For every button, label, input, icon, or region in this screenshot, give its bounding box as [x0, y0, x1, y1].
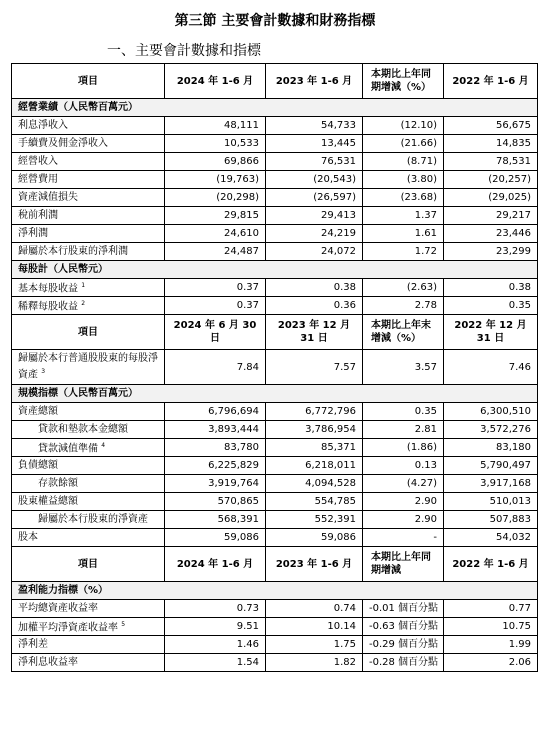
- value-cell-c1: 6,796,694: [165, 403, 266, 421]
- value-cell-c3: 1.61: [363, 225, 444, 243]
- value-cell-c2: 1.82: [266, 654, 363, 672]
- row-label: [12, 654, 165, 672]
- section-row: [12, 261, 538, 279]
- row-label: [12, 439, 165, 457]
- value-cell-c2: 13,445: [266, 135, 363, 153]
- header-row: [12, 315, 538, 350]
- row-label-text: 淨利息收益率: [18, 657, 78, 668]
- header-cell-c3: 本期比上年同期增減: [363, 547, 444, 582]
- table-row: [12, 475, 538, 493]
- value-cell-c4: 83,180: [444, 439, 538, 457]
- row-label: [12, 475, 165, 493]
- value-cell-c3: 2.90: [363, 493, 444, 511]
- row-label-text: 手續費及佣金淨收入: [18, 138, 108, 149]
- footnote-marker: 4: [101, 442, 106, 450]
- value-cell-c1: 0.37: [165, 297, 266, 315]
- header-cell-c2: 2023 年 12 月 31 日: [266, 315, 363, 350]
- value-cell-c3: (12.10): [363, 117, 444, 135]
- row-label: [12, 403, 165, 421]
- row-label: [12, 350, 165, 385]
- table-row: [12, 493, 538, 511]
- value-cell-c3: (4.27): [363, 475, 444, 493]
- value-cell-c4: 510,013: [444, 493, 538, 511]
- value-cell-c1: 0.73: [165, 600, 266, 618]
- value-cell-c4: 10.75: [444, 618, 538, 636]
- table-row: [12, 279, 538, 297]
- value-cell-c1: 7.84: [165, 350, 266, 385]
- value-cell-c2: (26,597): [266, 189, 363, 207]
- value-cell-c1: 48,111: [165, 117, 266, 135]
- value-cell-c3: -0.63 個百分點: [363, 618, 444, 636]
- value-cell-c2: 554,785: [266, 493, 363, 511]
- table-row: [12, 350, 538, 385]
- header-cell-item: 項目: [12, 315, 165, 350]
- header-cell-c1: 2024 年 6 月 30 日: [165, 315, 266, 350]
- table-row: [12, 529, 538, 547]
- header-row: [12, 547, 538, 582]
- value-cell-c1: 10,533: [165, 135, 266, 153]
- row-label: [12, 117, 165, 135]
- value-cell-c4: 78,531: [444, 153, 538, 171]
- header-cell-c2: 2023 年 1-6 月: [266, 547, 363, 582]
- table-row: [12, 511, 538, 529]
- value-cell-c3: 1.72: [363, 243, 444, 261]
- value-cell-c1: 6,225,829: [165, 457, 266, 475]
- header-cell-item: 項目: [12, 64, 165, 99]
- row-label: [12, 279, 165, 297]
- value-cell-c3: 3.57: [363, 350, 444, 385]
- header-cell-item: 項目: [12, 547, 165, 582]
- value-cell-c3: -: [363, 529, 444, 547]
- row-label: [12, 421, 165, 439]
- row-label: [12, 511, 165, 529]
- row-label-text: 基本每股收益: [18, 283, 78, 295]
- table-row: [12, 439, 538, 457]
- row-label-text: 股東權益總額: [18, 496, 78, 507]
- value-cell-c1: 568,391: [165, 511, 266, 529]
- value-cell-c1: (19,763): [165, 171, 266, 189]
- value-cell-c3: (1.86): [363, 439, 444, 457]
- row-label-text: 歸屬於本行普通股股東的每股淨資產: [18, 353, 158, 381]
- value-cell-c2: 0.74: [266, 600, 363, 618]
- value-cell-c4: 507,883: [444, 511, 538, 529]
- value-cell-c1: 1.46: [165, 636, 266, 654]
- section-row: [12, 582, 538, 600]
- table-row: [12, 207, 538, 225]
- value-cell-c2: 6,218,011: [266, 457, 363, 475]
- row-label-text: 稀釋每股收益: [18, 301, 78, 313]
- value-cell-c3: (23.68): [363, 189, 444, 207]
- value-cell-c2: 59,086: [266, 529, 363, 547]
- table-row: [12, 117, 538, 135]
- row-label-text: 資產總額: [18, 406, 58, 417]
- row-label-text: 資產減值損失: [18, 192, 78, 203]
- section-label: 規模指標（人民幣百萬元）: [12, 385, 538, 403]
- value-cell-c3: 1.37: [363, 207, 444, 225]
- header-cell-c1: 2024 年 1-6 月: [165, 547, 266, 582]
- header-cell-c4: 2022 年 1-6 月: [444, 547, 538, 582]
- footnote-marker: 5: [121, 621, 126, 629]
- table-row: [12, 225, 538, 243]
- value-cell-c4: 3,917,168: [444, 475, 538, 493]
- row-label-text: 負債總額: [18, 460, 58, 471]
- value-cell-c3: -0.29 個百分點: [363, 636, 444, 654]
- value-cell-c4: 23,299: [444, 243, 538, 261]
- footnote-marker: 3: [41, 368, 46, 376]
- value-cell-c3: -0.28 個百分點: [363, 654, 444, 672]
- row-label-text: 存款餘額: [38, 478, 78, 489]
- value-cell-c4: 14,835: [444, 135, 538, 153]
- subsection-title: 一、主要會計數據和指標: [107, 43, 261, 59]
- row-label-text: 加權平均淨資產收益率: [18, 622, 118, 634]
- value-cell-c2: (20,543): [266, 171, 363, 189]
- row-label: [12, 618, 165, 636]
- row-label: [12, 171, 165, 189]
- value-cell-c4: 7.46: [444, 350, 538, 385]
- row-label: [12, 153, 165, 171]
- row-label-text: 股本: [18, 532, 38, 543]
- row-label-text: 貸款和墊款本金總額: [38, 424, 128, 435]
- row-label-text: 經營費用: [18, 174, 58, 185]
- header-cell-c4: 2022 年 12 月 31 日: [444, 315, 538, 350]
- table-row: [12, 189, 538, 207]
- value-cell-c3: (8.71): [363, 153, 444, 171]
- footnote-marker: 1: [81, 282, 86, 290]
- table-row: [12, 297, 538, 315]
- value-cell-c4: 3,572,276: [444, 421, 538, 439]
- value-cell-c1: 24,610: [165, 225, 266, 243]
- header-row: [12, 64, 538, 99]
- value-cell-c4: 1.99: [444, 636, 538, 654]
- value-cell-c4: 23,446: [444, 225, 538, 243]
- section-row: [12, 385, 538, 403]
- row-label: [12, 243, 165, 261]
- row-label: [12, 207, 165, 225]
- row-label: [12, 529, 165, 547]
- value-cell-c4: 0.77: [444, 600, 538, 618]
- value-cell-c4: (20,257): [444, 171, 538, 189]
- value-cell-c2: 1.75: [266, 636, 363, 654]
- value-cell-c1: 9.51: [165, 618, 266, 636]
- row-label-text: 平均總資產收益率: [18, 603, 98, 614]
- value-cell-c2: 0.38: [266, 279, 363, 297]
- value-cell-c1: 3,893,444: [165, 421, 266, 439]
- table-row: [12, 135, 538, 153]
- header-cell-c4: 2022 年 1-6 月: [444, 64, 538, 99]
- section-title: 第三節 主要會計數據和財務指標: [174, 13, 376, 29]
- value-cell-c3: 2.78: [363, 297, 444, 315]
- table-row: [12, 403, 538, 421]
- value-cell-c2: 3,786,954: [266, 421, 363, 439]
- value-cell-c2: 85,371: [266, 439, 363, 457]
- row-label: [12, 636, 165, 654]
- value-cell-c1: 570,865: [165, 493, 266, 511]
- row-label-text: 歸屬於本行股東的淨資產: [38, 514, 148, 525]
- value-cell-c1: (20,298): [165, 189, 266, 207]
- footnote-marker: 2: [81, 300, 86, 308]
- value-cell-c2: 24,072: [266, 243, 363, 261]
- table-row: [12, 636, 538, 654]
- row-label-text: 經營收入: [18, 156, 58, 167]
- row-label-text: 淨利差: [18, 639, 48, 650]
- value-cell-c1: 0.37: [165, 279, 266, 297]
- value-cell-c1: 59,086: [165, 529, 266, 547]
- section-label: 盈利能力指標（%）: [12, 582, 538, 600]
- value-cell-c1: 24,487: [165, 243, 266, 261]
- row-label-text: 貸款減值準備: [38, 443, 98, 455]
- section-row: [12, 99, 538, 117]
- value-cell-c1: 69,866: [165, 153, 266, 171]
- value-cell-c4: (29,025): [444, 189, 538, 207]
- value-cell-c2: 6,772,796: [266, 403, 363, 421]
- header-cell-c3: 本期比上年末增減（%）: [363, 315, 444, 350]
- table-body: [12, 64, 538, 672]
- value-cell-c2: 4,094,528: [266, 475, 363, 493]
- value-cell-c3: (2.63): [363, 279, 444, 297]
- row-label-text: 稅前利潤: [18, 210, 58, 221]
- value-cell-c2: 552,391: [266, 511, 363, 529]
- table-row: [12, 243, 538, 261]
- value-cell-c2: 54,733: [266, 117, 363, 135]
- row-label-text: 利息淨收入: [18, 120, 68, 131]
- value-cell-c2: 0.36: [266, 297, 363, 315]
- row-label-text: 淨利潤: [18, 228, 48, 239]
- row-label: [12, 225, 165, 243]
- row-label-text: 歸屬於本行股東的淨利潤: [18, 246, 128, 257]
- table-row: [12, 654, 538, 672]
- value-cell-c3: -0.01 個百分點: [363, 600, 444, 618]
- value-cell-c4: 2.06: [444, 654, 538, 672]
- row-label: [12, 297, 165, 315]
- financial-data-table: [11, 63, 538, 672]
- value-cell-c1: 29,815: [165, 207, 266, 225]
- value-cell-c1: 3,919,764: [165, 475, 266, 493]
- table-row: [12, 457, 538, 475]
- header-cell-c1: 2024 年 1-6 月: [165, 64, 266, 99]
- value-cell-c3: 0.35: [363, 403, 444, 421]
- value-cell-c2: 10.14: [266, 618, 363, 636]
- header-cell-c2: 2023 年 1-6 月: [266, 64, 363, 99]
- value-cell-c2: 24,219: [266, 225, 363, 243]
- value-cell-c4: 29,217: [444, 207, 538, 225]
- value-cell-c4: 54,032: [444, 529, 538, 547]
- row-label: [12, 189, 165, 207]
- value-cell-c4: 0.35: [444, 297, 538, 315]
- section-label: 每股計（人民幣元）: [12, 261, 538, 279]
- value-cell-c4: 56,675: [444, 117, 538, 135]
- value-cell-c3: (3.80): [363, 171, 444, 189]
- table-row: [12, 421, 538, 439]
- row-label: [12, 135, 165, 153]
- value-cell-c1: 83,780: [165, 439, 266, 457]
- row-label: [12, 493, 165, 511]
- table-row: [12, 600, 538, 618]
- value-cell-c3: (21.66): [363, 135, 444, 153]
- value-cell-c2: 7.57: [266, 350, 363, 385]
- table-row: [12, 618, 538, 636]
- value-cell-c1: 1.54: [165, 654, 266, 672]
- table-row: [12, 171, 538, 189]
- value-cell-c2: 76,531: [266, 153, 363, 171]
- table-row: [12, 153, 538, 171]
- value-cell-c3: 0.13: [363, 457, 444, 475]
- value-cell-c3: 2.81: [363, 421, 444, 439]
- header-cell-c3: 本期比上年同期增減（%）: [363, 64, 444, 99]
- row-label: [12, 457, 165, 475]
- value-cell-c4: 0.38: [444, 279, 538, 297]
- value-cell-c3: 2.90: [363, 511, 444, 529]
- section-label: 經營業績（人民幣百萬元）: [12, 99, 538, 117]
- value-cell-c4: 6,300,510: [444, 403, 538, 421]
- value-cell-c4: 5,790,497: [444, 457, 538, 475]
- row-label: [12, 600, 165, 618]
- value-cell-c2: 29,413: [266, 207, 363, 225]
